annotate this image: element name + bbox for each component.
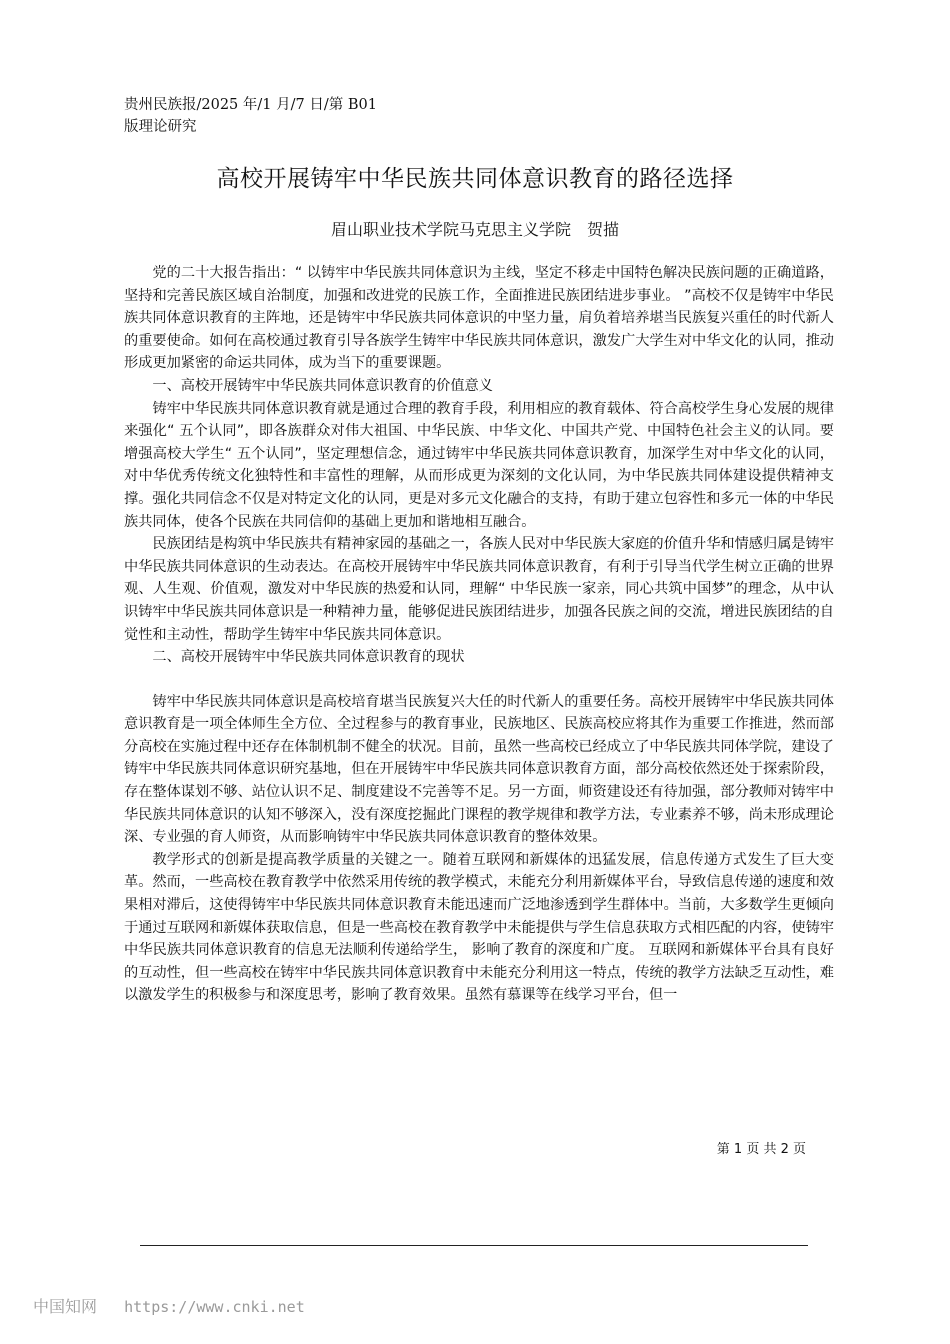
paragraph: 民族团结是构筑中华民族共有精神家园的基础之一，各族人民对中华民族大家庭的价值升华和情感归属是铸牢中华民族共同体意识的生动表达。在高校开展铸牢中华民族共同体意识教育，有利于引导当代学生树立正确的世界观、人生观、价值观，激发对中华民族的热爱和认同，理解“ 中华民族一家亲，同心共筑中国梦”的理念，从中认识铸牢中华民族共同体意识是一种精神力量，能够促进民族团结进步，加强各民族之间的交流，增进民族团结的自觉性和主动性，帮助学生铸牢中华民族共同体意识。 bbox=[124, 536, 834, 643]
source-citation bbox=[124, 94, 424, 138]
watermark bbox=[33, 1294, 305, 1317]
paragraph: 铸牢中华民族共同体意识教育就是通过合理的教育手段，利用相应的教育载体、符合高校学生身心发展的规律来强化“ 五个认同”，即各族群众对伟大祖国、中华民族、中华文化、中国共产党、中国特色社会主义的认同。要增强高校大学生“ 五个认同”，坚定理想信念，通过铸牢中华民族共同体意识教育，加深学生对中华文化的认同，对中华优秀传统文化独特性和丰富性的理解，从而形成更为深刻的文化认同，为中华民族共同体建设提供精神支撑。强化共同信念不仅是对特定文化的认同，更是对多元文化融合的支持，有助于建立包容性和多元一体的中华民族共同体，使各个民族在共同信仰的基础上更加和谐地相互融合。 bbox=[124, 400, 834, 530]
paragraph-intro: 党的二十大报告指出：“ 以铸牢中华民族共同体意识为主线，坚定不移走中国特色解决民族问题的正确道路，坚持和完善民族区域自治制度，加强和改进党的民族工作，全面推进民族团结进步事业。 ”高校不仅是铸牢中华民族共同体意识教育的主阵地，还是铸牢中华民族共同体意识的中坚力量，肩负着培养堪当民族复兴重任的时代新人的重要使命。如何在高校通过教育引导各族学生铸牢中华民族共同体意识，激发广大学生对中华文化的认同，推动形成更加紧密的命运共同体，成为当下的重要课题。 bbox=[124, 265, 834, 372]
article-author: 眉山职业技术学院马克思主义学院 贺描 bbox=[330, 220, 619, 239]
paragraph: 铸牢中华民族共同体意识是高校培育堪当民族复兴大任的时代新人的重要任务。高校开展铸牢中华民族共同体意识教育是一项全体师生全方位、全过程参与的教育事业，民族地区、民族高校应将其作为重要工作推进，然而部分高校在实施过程中还存在体制机制不健全的状况。目前，虽然一些高校已经成立了中华民族共同体学院，建设了铸牢中华民族共同体意识研究基地，但在开展铸牢中华民族共同体意识教育方面，部分高校依然还处于探索阶段，存在整体谋划不够、站位认识不足、制度建设不完善等不足。另一方面，师资建设还有待加强，部分教师对铸牢中华民族共同体意识的认知不够深入，没有深度挖掘此门课程的教学规律和教学方法，专业素养不够，尚未形成理论深、专业强的育人师资，从而影响铸牢中华民族共同体意识教育的整体效果。 bbox=[124, 693, 834, 846]
section-heading-1: 一、高校开展铸牢中华民族共同体意识教育的价值意义 bbox=[152, 377, 493, 394]
source-line-1: 贵州民族报/2025 年/1 月/7 日/第 B01 bbox=[124, 97, 377, 113]
footer-divider bbox=[140, 1245, 808, 1246]
paragraph: 教学形式的创新是提高教学质量的关键之一。随着互联网和新媒体的迅猛发展，信息传递方式发生了巨大变革。然而，一些高校在教育教学中依然采用传统的教学模式，未能充分利用新媒体平台，导致信息传递的速度和效果相对滞后，这使得铸牢中华民族共同体意识教育未能迅速而广泛地渗透到学生群体中。当前，大多数学生更倾向于通过互联网和新媒体获取信息，但是一些高校在教育教学中未能提供与学生信息获取方式相匹配的内容，使铸牢中华民族共同体意识教育的信息无法顺利传递给学生， 影响了教育的深度和广度。 互联网和新媒体平台具有良好的互动性，但一些高校在铸牢中华民族共同体意识教育中未能充分利用这一特点，传统的教学方法缺乏互动性，难以激发学生的积极参与和深度思考，影响了教育效果。虽然有慕课等在线学习平台，但一 bbox=[124, 851, 834, 1004]
article-title: 高校开展铸牢中华民族共同体意识教育的路径选择 bbox=[216, 166, 734, 192]
watermark-url: https://www.cnki.net bbox=[124, 1298, 305, 1316]
source-line-2: 版理论研究 bbox=[124, 119, 197, 135]
watermark-brand: 中国知网 bbox=[33, 1297, 98, 1316]
section-heading-2: 二、高校开展铸牢中华民族共同体意识教育的现状 bbox=[152, 649, 465, 666]
article-body bbox=[124, 262, 834, 1007]
page-number: 第 1 页 共 2 页 bbox=[716, 1142, 806, 1157]
